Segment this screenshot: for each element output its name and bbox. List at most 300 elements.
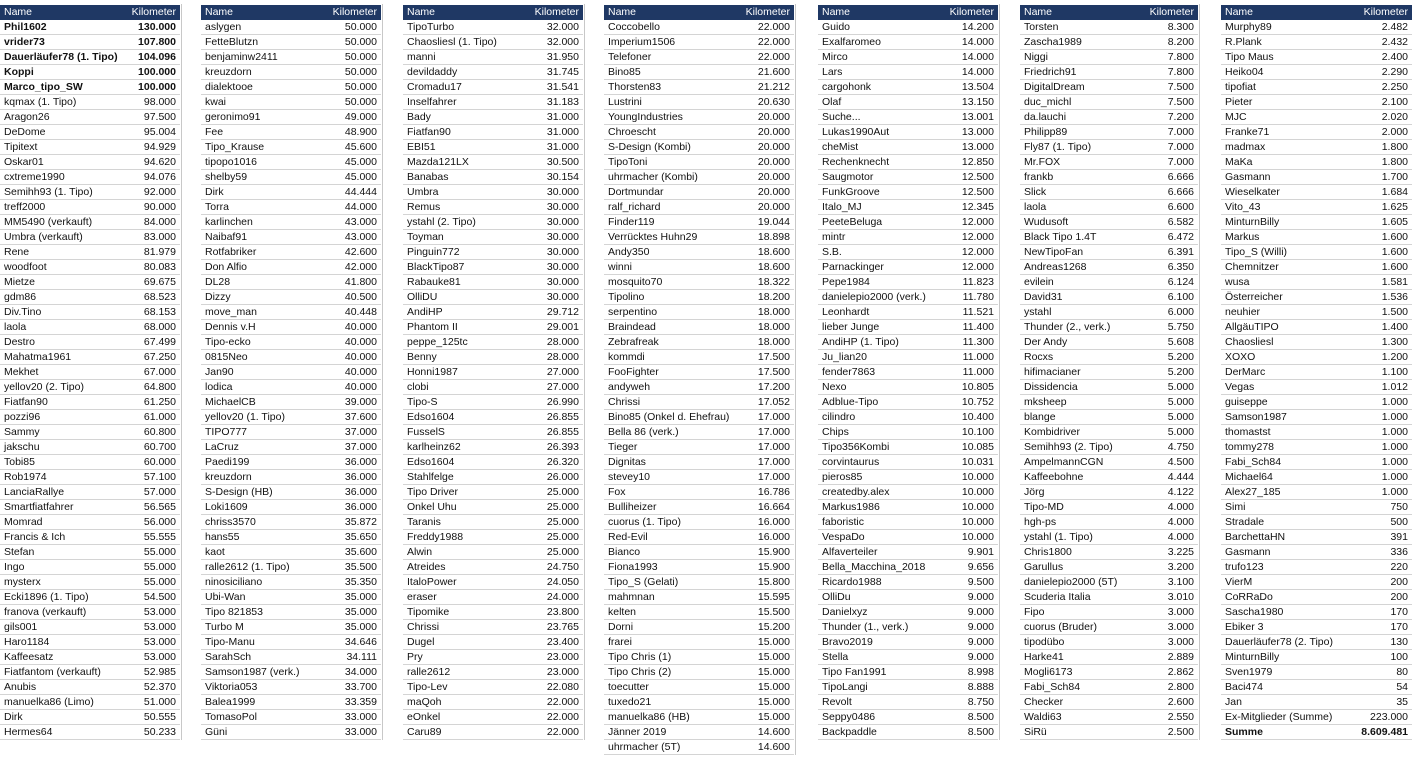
cell-name[interactable]: ralle2612 [407,666,451,678]
cell-kilometer[interactable]: 14.600 [757,741,790,753]
cell-kilometer[interactable]: 14.000 [961,66,994,78]
cell-kilometer[interactable]: 5.000 [1167,426,1194,438]
cell-kilometer[interactable]: 49.000 [344,111,377,123]
cell-kilometer[interactable]: 22.080 [546,681,579,693]
cell-kilometer[interactable]: 3.225 [1167,546,1194,558]
cell-kilometer[interactable]: 31.183 [546,96,579,108]
cell-kilometer[interactable]: 30.000 [546,276,579,288]
cell-kilometer[interactable]: 18.000 [757,321,790,333]
cell-name[interactable]: Francis & Ich [4,531,66,543]
cell-kilometer[interactable]: 37.000 [344,441,377,453]
cell-name[interactable]: Fly87 (1. Tipo) [1024,141,1092,153]
cell-name[interactable]: cargohonk [822,81,872,93]
cell-kilometer[interactable]: 8.200 [1167,36,1194,48]
cell-name[interactable]: Kombidriver [1024,426,1081,438]
cell-kilometer[interactable]: 35.000 [344,591,377,603]
cell-kilometer[interactable]: 15.200 [757,621,790,633]
cell-name[interactable]: Rene [4,246,30,258]
cell-kilometer[interactable]: 17.000 [757,456,790,468]
cell-name[interactable]: Dirk [205,186,224,198]
column-header-kilometer[interactable]: Kilometer [124,5,180,20]
cell-kilometer[interactable]: 25.000 [546,486,579,498]
cell-kilometer[interactable]: 6.472 [1167,231,1194,243]
cell-kilometer[interactable]: 12.500 [961,186,994,198]
cell-kilometer[interactable]: 13.504 [961,81,994,93]
cell-kilometer[interactable]: 15.900 [757,546,790,558]
cell-name[interactable]: Thunder (1., verk.) [822,621,909,633]
cell-name[interactable]: Zebrafreak [608,336,659,348]
cell-kilometer[interactable]: 22.000 [757,21,790,33]
cell-kilometer[interactable]: 170 [1390,606,1408,618]
cell-kilometer[interactable]: 4.122 [1167,486,1194,498]
cell-kilometer[interactable]: 23.800 [546,606,579,618]
cell-kilometer[interactable]: 24.050 [546,576,579,588]
column-header-name[interactable]: Name [403,5,527,20]
cell-name[interactable]: Chrissi [608,396,641,408]
cell-name[interactable]: FetteBlutzn [205,36,259,48]
cell-name[interactable]: stevey10 [608,471,651,483]
cell-kilometer[interactable]: 28.000 [546,336,579,348]
cell-kilometer[interactable]: 4.444 [1167,471,1194,483]
cell-kilometer[interactable]: 15.500 [757,606,790,618]
cell-name[interactable]: hgh-ps [1024,516,1057,528]
cell-name[interactable]: Guido [822,21,851,33]
cell-kilometer[interactable]: 13.000 [961,141,994,153]
cell-name[interactable]: peppe_125tc [407,336,468,348]
cell-kilometer[interactable]: 7.800 [1167,66,1194,78]
cell-kilometer[interactable]: 9.000 [967,621,994,633]
cell-kilometer[interactable]: 10.000 [961,531,994,543]
cell-kilometer[interactable]: 10.000 [961,471,994,483]
cell-name[interactable]: DigitalDream [1024,81,1085,93]
cell-name[interactable]: move_man [205,306,257,318]
cell-name[interactable]: Ricardo1988 [822,576,882,588]
cell-kilometer[interactable]: 31.000 [546,141,579,153]
cell-kilometer[interactable]: 1.000 [1381,486,1408,498]
cell-kilometer[interactable]: 15.000 [757,696,790,708]
cell-name[interactable]: Adblue-Tipo [822,396,879,408]
cell-name[interactable]: Mietze [4,276,35,288]
cell-kilometer[interactable]: 31.950 [546,51,579,63]
cell-name[interactable]: ystahl (1. Tipo) [1024,531,1093,543]
cell-kilometer[interactable]: 53.000 [143,636,176,648]
cell-kilometer[interactable]: 2.000 [1381,126,1408,138]
cell-name[interactable]: ystahl [1024,306,1052,318]
cell-kilometer[interactable]: 3.000 [1167,621,1194,633]
cell-kilometer[interactable]: 30.000 [546,291,579,303]
cell-name[interactable]: kreuzdorn [205,471,252,483]
cell-name[interactable]: BlackTipo87 [407,261,465,273]
cell-kilometer[interactable]: 22.000 [546,726,579,738]
cell-name[interactable]: devildaddy [407,66,458,78]
cell-name[interactable]: R.Plank [1225,36,1262,48]
cell-kilometer[interactable]: 50.000 [344,21,377,33]
cell-kilometer[interactable]: 130 [1390,636,1408,648]
cell-name[interactable]: tuxedo21 [608,696,652,708]
cell-name[interactable]: Danielxyz [822,606,868,618]
cell-kilometer[interactable]: 33.700 [344,681,377,693]
cell-kilometer[interactable]: 25.000 [546,501,579,513]
cell-kilometer[interactable]: 44.444 [344,186,377,198]
cell-name[interactable]: Rocxs [1024,351,1054,363]
cell-kilometer[interactable]: 4.500 [1167,456,1194,468]
cell-kilometer[interactable]: 8.609.481 [1361,726,1408,738]
cell-kilometer[interactable]: 36.000 [344,501,377,513]
cell-kilometer[interactable]: 3.010 [1167,591,1194,603]
cell-kilometer[interactable]: 27.000 [546,381,579,393]
cell-kilometer[interactable]: 32.000 [546,21,579,33]
cell-kilometer[interactable]: 17.000 [757,411,790,423]
cell-name[interactable]: YoungIndustries [608,111,683,123]
cell-kilometer[interactable]: 11.300 [962,336,994,348]
cell-kilometer[interactable]: 26.320 [546,456,579,468]
cell-kilometer[interactable]: 9.000 [967,591,994,603]
cell-kilometer[interactable]: 1.000 [1381,456,1408,468]
cell-kilometer[interactable]: 2.800 [1167,681,1194,693]
cell-name[interactable]: FusselS [407,426,445,438]
cell-name[interactable]: Tipo Chris (1) [608,651,672,663]
cell-kilometer[interactable]: 336 [1390,546,1408,558]
cell-kilometer[interactable]: 1.300 [1381,336,1408,348]
cell-name[interactable]: evilein [1024,276,1054,288]
cell-kilometer[interactable]: 68.000 [143,321,176,333]
cell-kilometer[interactable]: 30.000 [546,186,579,198]
cell-name[interactable]: tipofiat [1225,81,1256,93]
cell-name[interactable]: Dorni [608,621,634,633]
cell-kilometer[interactable]: 17.000 [757,426,790,438]
cell-name[interactable]: Sascha1980 [1225,606,1284,618]
cell-name[interactable]: Chroescht [608,126,656,138]
cell-name[interactable]: Gasmann [1225,171,1271,183]
cell-kilometer[interactable]: 20.000 [757,141,790,153]
cell-kilometer[interactable]: 18.322 [757,276,790,288]
cell-name[interactable]: Dissidencia [1024,381,1078,393]
cell-name[interactable]: jakschu [4,441,40,453]
cell-kilometer[interactable]: 42.600 [344,246,377,258]
cell-name[interactable]: Mekhet [4,366,39,378]
cell-name[interactable]: woodfoot [4,261,47,273]
cell-kilometer[interactable]: 2.500 [1167,726,1194,738]
cell-name[interactable]: Tipo Chris (2) [608,666,672,678]
cell-kilometer[interactable]: 67.250 [143,351,176,363]
column-header-kilometer[interactable]: Kilometer [527,5,583,20]
cell-kilometer[interactable]: 100.000 [138,81,176,93]
cell-name[interactable]: Semihh93 (1. Tipo) [4,186,93,198]
cell-name[interactable]: Tipo-Manu [205,636,255,648]
cell-name[interactable]: Benny [407,351,437,363]
cell-name[interactable]: Waldi63 [1024,711,1062,723]
cell-name[interactable]: BarchettaHN [1225,531,1286,543]
cell-name[interactable]: tipodübo [1024,636,1065,648]
cell-kilometer[interactable]: 35.872 [344,516,377,528]
cell-name[interactable]: Summe [1225,726,1263,738]
cell-name[interactable]: winni [608,261,632,273]
cell-name[interactable]: ystahl (2. Tipo) [407,216,476,228]
cell-kilometer[interactable]: 12.000 [961,231,994,243]
cell-kilometer[interactable]: 40.448 [344,306,377,318]
cell-name[interactable]: Zascha1989 [1024,36,1082,48]
cell-kilometer[interactable]: 24.750 [546,561,579,573]
cell-kilometer[interactable]: 94.929 [143,141,176,153]
cell-name[interactable]: tipopo1016 [205,156,257,168]
cell-name[interactable]: geronimo91 [205,111,261,123]
cell-name[interactable]: Slick [1024,186,1047,198]
cell-name[interactable]: Tipo-ecko [205,336,251,348]
cell-kilometer[interactable]: 31.745 [546,66,579,78]
cell-name[interactable]: Toyman [407,231,444,243]
cell-name[interactable]: Loki1609 [205,501,248,513]
cell-kilometer[interactable]: 17.200 [757,381,790,393]
cell-kilometer[interactable]: 9.000 [967,636,994,648]
cell-name[interactable]: serpentino [608,306,658,318]
cell-name[interactable]: Koppi [4,66,34,78]
cell-name[interactable]: lieber Junge [822,321,880,333]
cell-kilometer[interactable]: 5.000 [1167,381,1194,393]
cell-name[interactable]: Chaosliesl (1. Tipo) [407,36,497,48]
cell-name[interactable]: Mirco [822,51,848,63]
cell-kilometer[interactable]: 1.684 [1381,186,1408,198]
cell-name[interactable]: DL28 [205,276,231,288]
cell-kilometer[interactable]: 40.000 [344,366,377,378]
cell-kilometer[interactable]: 11.521 [962,306,994,318]
cell-name[interactable]: Simi [1225,501,1246,513]
cell-name[interactable]: thomastst [1225,426,1271,438]
cell-kilometer[interactable]: 54 [1396,681,1408,693]
cell-name[interactable]: manni [407,51,436,63]
cell-kilometer[interactable]: 33.000 [344,711,377,723]
cell-kilometer[interactable]: 30.000 [546,261,579,273]
cell-kilometer[interactable]: 40.000 [344,336,377,348]
cell-name[interactable]: pieros85 [822,471,863,483]
cell-name[interactable]: Alex27_185 [1225,486,1281,498]
cell-kilometer[interactable]: 26.393 [546,441,579,453]
cell-name[interactable]: Samson1987 (verk.) [205,666,300,678]
cell-kilometer[interactable]: 40.500 [344,291,377,303]
cell-name[interactable]: Mr.FOX [1024,156,1061,168]
cell-kilometer[interactable]: 9.901 [967,546,994,558]
cell-kilometer[interactable]: 30.000 [546,201,579,213]
cell-kilometer[interactable]: 56.565 [143,501,176,513]
cell-name[interactable]: Balea1999 [205,696,256,708]
cell-kilometer[interactable]: 1.400 [1381,321,1408,333]
cell-name[interactable]: manuelka86 (Limo) [4,696,94,708]
cell-name[interactable]: DerMarc [1225,366,1266,378]
cell-kilometer[interactable]: 26.855 [546,426,579,438]
cell-kilometer[interactable]: 1.600 [1381,261,1408,273]
cell-kilometer[interactable]: 100.000 [138,66,176,78]
cell-name[interactable]: Bady [407,111,431,123]
cell-name[interactable]: Pry [407,651,423,663]
cell-kilometer[interactable]: 2.432 [1381,36,1408,48]
cell-name[interactable]: Destro [4,336,35,348]
cell-kilometer[interactable]: 18.898 [757,231,790,243]
cell-kilometer[interactable]: 6.350 [1167,261,1194,273]
cell-kilometer[interactable]: 1.000 [1381,426,1408,438]
cell-kilometer[interactable]: 14.600 [757,726,790,738]
cell-name[interactable]: Güni [205,726,228,738]
cell-name[interactable]: MM5490 (verkauft) [4,216,93,228]
cell-name[interactable]: Chemnitzer [1225,261,1279,273]
cell-name[interactable]: faboristic [822,516,865,528]
column-header-kilometer[interactable]: Kilometer [1339,5,1412,20]
cell-name[interactable]: benjaminw2411 [205,51,278,63]
cell-kilometer[interactable]: 18.000 [757,306,790,318]
cell-name[interactable]: Edso1604 [407,456,455,468]
cell-name[interactable]: shelby59 [205,171,248,183]
cell-name[interactable]: Seppy0486 [822,711,876,723]
cell-name[interactable]: Andy350 [608,246,650,258]
cell-name[interactable]: Bulliheizer [608,501,657,513]
cell-name[interactable]: Umbra (verkauft) [4,231,83,243]
cell-name[interactable]: Mazda121LX [407,156,469,168]
cell-name[interactable]: maQoh [407,696,442,708]
cell-kilometer[interactable]: 10.000 [961,486,994,498]
cell-kilometer[interactable]: 20.000 [757,156,790,168]
cell-name[interactable]: lodica [205,381,233,393]
cell-kilometer[interactable]: 1.800 [1381,141,1408,153]
cell-kilometer[interactable]: 7.500 [1167,81,1194,93]
cell-kilometer[interactable]: 30.000 [546,231,579,243]
cell-kilometer[interactable]: 9.500 [967,576,994,588]
cell-kilometer[interactable]: 25.000 [546,546,579,558]
cell-name[interactable]: Caru89 [407,726,442,738]
cell-kilometer[interactable]: 14.000 [961,51,994,63]
cell-kilometer[interactable]: 107.800 [138,36,176,48]
cell-name[interactable]: blange [1024,411,1056,423]
cell-name[interactable]: Thunder (2., verk.) [1024,321,1111,333]
cell-kilometer[interactable]: 15.000 [757,651,790,663]
cell-name[interactable]: Markus [1225,231,1260,243]
cell-kilometer[interactable]: 41.800 [344,276,377,288]
cell-kilometer[interactable]: 1.200 [1381,351,1408,363]
cell-kilometer[interactable]: 80 [1396,666,1408,678]
cell-kilometer[interactable]: 9.656 [967,561,994,573]
cell-name[interactable]: Bino85 [608,66,641,78]
cell-name[interactable]: treff2000 [4,201,46,213]
cell-kilometer[interactable]: 19.044 [757,216,790,228]
cell-name[interactable]: Telefoner [608,51,652,63]
cell-kilometer[interactable]: 15.000 [757,666,790,678]
cell-name[interactable]: Umbra [407,186,439,198]
cell-name[interactable]: Lars [822,66,843,78]
cell-kilometer[interactable]: 33.000 [344,726,377,738]
cell-kilometer[interactable]: 15.000 [757,711,790,723]
cell-kilometer[interactable]: 1.536 [1381,291,1408,303]
cell-kilometer[interactable]: 11.000 [962,366,994,378]
cell-kilometer[interactable]: 6.124 [1167,276,1194,288]
cell-name[interactable]: Naibaf91 [205,231,248,243]
cell-kilometer[interactable]: 40.000 [344,321,377,333]
cell-name[interactable]: karlheinz62 [407,441,461,453]
cell-name[interactable]: cheMist [822,141,859,153]
cell-kilometer[interactable]: 60.000 [143,456,176,468]
cell-name[interactable]: NewTipoFan [1024,246,1084,258]
cell-kilometer[interactable]: 31.541 [546,81,579,93]
cell-kilometer[interactable]: 53.000 [143,621,176,633]
cell-kilometer[interactable]: 64.800 [143,381,176,393]
cell-name[interactable]: VierM [1225,576,1253,588]
cell-name[interactable]: Braindead [608,321,656,333]
cell-name[interactable]: Vegas [1225,381,1255,393]
cell-name[interactable]: DeDome [4,126,46,138]
cell-name[interactable]: vrider73 [4,36,45,48]
cell-kilometer[interactable]: 750 [1390,501,1408,513]
cell-kilometer[interactable]: 3.000 [1167,636,1194,648]
cell-name[interactable]: mahmnan [608,591,655,603]
cell-kilometer[interactable]: 170 [1390,621,1408,633]
cell-name[interactable]: kaot [205,546,225,558]
cell-name[interactable]: Phil1602 [4,21,47,33]
cell-name[interactable]: Atreides [407,561,446,573]
cell-name[interactable]: Bella_Macchina_2018 [822,561,926,573]
cell-name[interactable]: Tipo_Krause [205,141,265,153]
cell-kilometer[interactable]: 55.000 [143,546,176,558]
cell-name[interactable]: Vito_43 [1225,201,1261,213]
cell-kilometer[interactable]: 1.625 [1381,201,1408,213]
cell-kilometer[interactable]: 50.233 [143,726,176,738]
cell-name[interactable]: Tipomike [407,606,450,618]
cell-kilometer[interactable]: 27.000 [546,366,579,378]
cell-name[interactable]: franova (verkauft) [4,606,87,618]
cell-name[interactable]: Tipo-MD [1024,501,1064,513]
cell-name[interactable]: Fox [608,486,626,498]
cell-name[interactable]: Dirk [4,711,23,723]
cell-name[interactable]: Parnackinger [822,261,884,273]
cell-kilometer[interactable]: 39.000 [344,396,377,408]
cell-name[interactable]: tommy278 [1225,441,1275,453]
cell-kilometer[interactable]: 12.000 [961,216,994,228]
cell-name[interactable]: Pepe1984 [822,276,870,288]
column-header-name[interactable]: Name [201,5,325,20]
cell-kilometer[interactable]: 3.000 [1167,606,1194,618]
cell-kilometer[interactable]: 35.000 [344,621,377,633]
cell-name[interactable]: kommdi [608,351,645,363]
cell-name[interactable]: Fipo [1024,606,1045,618]
cell-kilometer[interactable]: 31.000 [546,111,579,123]
cell-name[interactable]: Coccobello [608,21,660,33]
cell-name[interactable]: Nexo [822,381,847,393]
cell-kilometer[interactable]: 5.750 [1167,321,1194,333]
cell-name[interactable]: Murphy89 [1225,21,1272,33]
cell-name[interactable]: Tipitext [4,141,38,153]
cell-kilometer[interactable]: 9.000 [967,606,994,618]
cell-kilometer[interactable]: 15.000 [757,681,790,693]
cell-name[interactable]: wusa [1225,276,1250,288]
cell-kilometer[interactable]: 16.786 [757,486,790,498]
cell-kilometer[interactable]: 104.096 [138,51,176,63]
cell-kilometer[interactable]: 29.001 [546,321,579,333]
cell-name[interactable]: Tipo 821853 [205,606,263,618]
cell-kilometer[interactable]: 9.000 [967,651,994,663]
cell-kilometer[interactable]: 50.000 [344,36,377,48]
cell-kilometer[interactable]: 56.000 [143,516,176,528]
cell-kilometer[interactable]: 16.000 [757,516,790,528]
cell-kilometer[interactable]: 500 [1390,516,1408,528]
cell-name[interactable]: Marco_tipo_SW [4,81,83,93]
cell-name[interactable]: Rotfabriker [205,246,257,258]
cell-name[interactable]: VespaDo [822,531,865,543]
cell-name[interactable]: Honni1987 [407,366,458,378]
cell-name[interactable]: chriss3570 [205,516,256,528]
cell-kilometer[interactable]: 69.675 [143,276,176,288]
cell-kilometer[interactable]: 12.500 [961,171,994,183]
cell-kilometer[interactable]: 18.000 [757,336,790,348]
cell-name[interactable]: Tipo Maus [1225,51,1274,63]
cell-kilometer[interactable]: 7.200 [1167,111,1194,123]
cell-kilometer[interactable]: 34.111 [346,651,377,663]
cell-name[interactable]: Tipo Driver [407,486,458,498]
cell-name[interactable]: Saugmotor [822,171,874,183]
